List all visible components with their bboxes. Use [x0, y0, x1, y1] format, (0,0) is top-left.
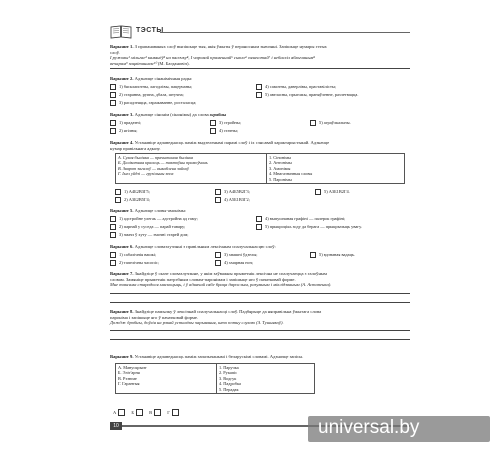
checkbox[interactable]	[110, 92, 116, 98]
variant-4	[110, 140, 406, 151]
variant-text: Знайдзіце ў сказе словазлучэнне, у якім заўважны прыметнік лексічна не спалучаецца з галоўным	[133, 271, 327, 276]
quote-text: Дождж дробны, доўгія на рэкай усталёвы чарывання, што потну слухаю (З. Тушнякоў).	[110, 320, 284, 326]
variant-text: Адзначце сінонім (сінонімы) да слова	[133, 112, 210, 117]
option-1[interactable]: 1) прадатні;	[110, 120, 141, 126]
answer-line[interactable]	[110, 68, 410, 69]
matching-table	[115, 363, 315, 394]
answer-box[interactable]	[172, 409, 179, 416]
variant-text: словам. Замяніце прыметнік патрэбным словам-паронімам і запішыце яго ў пачатковай форме.	[110, 276, 296, 282]
option-2[interactable]: 2) парнай у суседа — парай тавару;	[110, 224, 185, 230]
variant-text: Знайдзіце памылку ў лексічнай спалучальнасці слоў. Падбярыце да няправільна ўжытага слова	[133, 309, 322, 314]
right-column: 1. Паручка 2. Рукапіс 3. Водгук 4. Падробка 5. Перадак	[219, 365, 241, 392]
variant-label: Варыянт 6.	[110, 244, 134, 249]
variant-text: Адзначце словы-амонімы:	[133, 208, 187, 213]
variant-label: Варыянт 5.	[110, 208, 134, 213]
option-3[interactable]: 3) змачэ ў хуту — змочні старей дом;	[110, 232, 189, 238]
open-book-icon	[110, 25, 132, 39]
variant-9	[110, 354, 406, 360]
option-5[interactable]: 5) авеласны, прыгожы, праняўленне, разлетвацца.	[256, 92, 358, 98]
variant-label: Варыянт 9.	[110, 354, 134, 359]
checkbox[interactable]	[110, 84, 116, 90]
option-1[interactable]: 1) сабалічнія вашкі;	[110, 252, 156, 258]
variant-3	[110, 112, 406, 118]
checkbox[interactable]	[256, 92, 262, 98]
option-2[interactable]: 2) тапелічны часопіс;	[110, 260, 159, 266]
answer-box[interactable]	[118, 409, 125, 416]
option-3[interactable]: 3) хвашні ўдзелы;	[215, 252, 258, 258]
variant-5	[110, 208, 406, 214]
page-number: 10	[110, 422, 122, 430]
variant-label: Варыянт 8.	[110, 309, 134, 314]
quote-author: (М. Багдановіч).	[156, 60, 190, 66]
option-5[interactable]: 5) А3Б1В2Г4.	[315, 189, 350, 195]
option-4[interactable]: 4) хмарная ноч;	[215, 260, 253, 266]
variant-8	[110, 309, 406, 326]
header-rule	[160, 32, 410, 33]
variant-label: Варыянт 4.	[110, 140, 134, 145]
option-3[interactable]: 3) А4Б5В2Г3;	[215, 189, 250, 195]
option-5[interactable]: 5) вдзнаная вадаць.	[310, 252, 355, 258]
right-column: 1. Сінонімы 2. Антонімы 3. Амонімы 4. Мнагазначныя словы 5. Паронімы	[269, 155, 313, 182]
variant-2	[110, 76, 406, 82]
option-4[interactable]: 4) самотны, даверлівы, праставілісты;	[256, 84, 336, 90]
variant-text: Устанавіце адпаведнасць паміж выдзеленымі парамі слоў і іх сэнсавай характарыстыкай. Адзначце	[133, 140, 330, 145]
target-word: вграбны	[209, 112, 227, 117]
option-1[interactable]: 1) адстройне улегаь — адстройна ад гаму;	[110, 216, 198, 222]
answer-box[interactable]	[154, 409, 161, 416]
checkbox[interactable]	[110, 100, 116, 106]
checkbox[interactable]	[256, 84, 262, 90]
variant-label: Варыянт 1.	[110, 44, 134, 49]
variant-text: пароніма і запішыце яго ў пачатковай форме.	[110, 314, 199, 320]
option-2[interactable]: 2) старанна, рупна, дбала, штучна;	[110, 92, 184, 98]
quote-text: І ружовы¹ мільгае² камянёў³ на пясочку⁴, І чаровай праменнай⁵ сыпле⁶ пяшчотай⁷ і небасхіл яблычаным⁸	[110, 55, 315, 61]
watermark-text: universal.by	[318, 417, 420, 438]
answer-line[interactable]	[110, 339, 410, 340]
option-1[interactable]: 1) бясклапотны, лагодлівы, пацерчаны;	[110, 84, 192, 90]
quote-text: вечарам⁹ зацвітаннем¹⁰	[110, 60, 157, 66]
option-5[interactable]: 5) прыкроцікь зоду да берага — прыкрычыць увагу.	[256, 224, 362, 230]
watermark	[308, 416, 490, 442]
variant-label: Варыянт 2.	[110, 76, 134, 81]
variant-label: Варыянт 7.	[110, 271, 134, 276]
variant-7	[110, 271, 406, 288]
option-5[interactable]: 5) аграўлкальны.	[310, 120, 351, 126]
quote-text: Мне таксама старадося маскоцыць, і ў адначай сябе браца дарослым, разумным і міклідзваным (А. Астапенка).	[110, 282, 332, 288]
answer-letters: А Б В Г	[113, 409, 184, 416]
option-4[interactable]: 4) статны;	[210, 128, 238, 134]
left-column: А. Сухая былінка — прачытаная былінка Б. Далікатная краасць — тактоўны прамоўчань В. Зварот загалоў — выкаблена зайхоў Г. Імгл уйдзі — грузілыны эпох	[118, 155, 208, 177]
matching-table	[115, 153, 405, 184]
variant-text: З прапанаваных слоў выпішыце тыя, якія ўжыты ў пераносным значэнні. Запішыце нумары гэтых	[133, 44, 327, 49]
option-3[interactable]: 3) стройны;	[210, 120, 241, 126]
option-2[interactable]: 2) А3Б2В5Г4;	[115, 197, 150, 203]
variant-text: Адзначце словазлучэнні з правільным лексічным спалучальнасцю слоў:	[133, 244, 276, 249]
section-title: ТЭСТЫ	[136, 27, 164, 34]
variant-text: Устанавіце адпаведнасць паміж запазычанымі і беларускімі словамі. Адзначце запісы.	[133, 354, 304, 359]
variant-text: слоў.	[110, 49, 120, 55]
answer-line[interactable]	[110, 330, 410, 331]
variant-label: Варыянт 3.	[110, 112, 134, 117]
answer-line[interactable]	[110, 293, 410, 294]
option-3[interactable]: 3) расадзеяцца, гаражаванне, росталасца;	[110, 100, 196, 106]
variant-text: Адзначце сінанімічныя рады:	[133, 76, 193, 81]
answer-line[interactable]	[110, 302, 410, 303]
left-column: А. Манускрыпт Б. Эліт'арня В. Рэзюме Г. Гарантыя	[118, 365, 147, 387]
page-header	[110, 25, 410, 39]
variant-text: нумар правільнага адказу.	[110, 145, 161, 151]
option-2[interactable]: 2) ягілны;	[110, 128, 138, 134]
variant-6	[110, 244, 406, 250]
option-4[interactable]: 4) выпушчаная графіні — палерок графіні;	[256, 216, 345, 222]
variant-1	[110, 44, 406, 66]
option-4[interactable]: 4) А5Б1В3Г2;	[215, 197, 250, 203]
option-1[interactable]: 1) А4Б2В3Г5;	[115, 189, 150, 195]
answer-box[interactable]	[136, 409, 143, 416]
